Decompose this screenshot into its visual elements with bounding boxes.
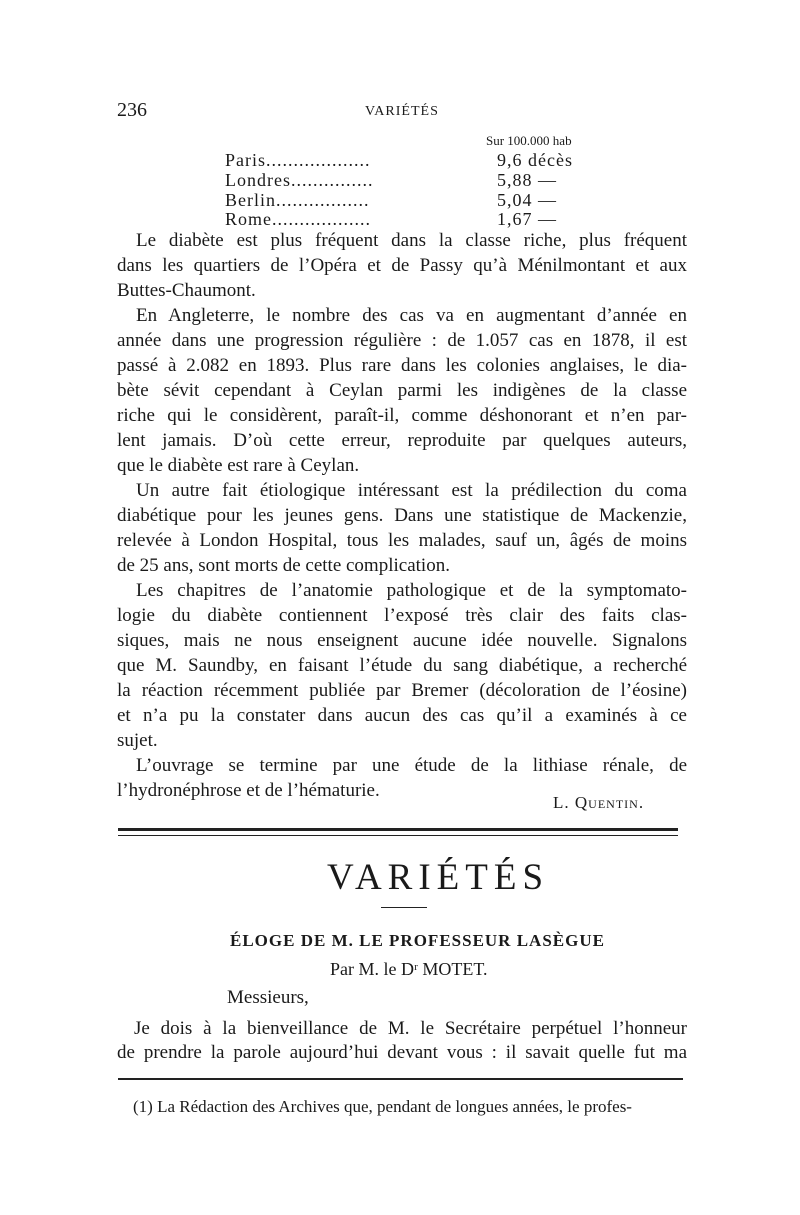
stats-dots: ............... xyxy=(290,170,374,190)
stats-value: 5,88 — xyxy=(497,170,557,190)
footnote: (1) La Rédaction des Archives que, pendant de longues années, le profes- xyxy=(133,1097,632,1116)
stats-city: Rome xyxy=(225,209,272,229)
section-rule-top xyxy=(118,828,678,831)
stats-city: Berlin xyxy=(225,190,276,210)
text-line: l’hydronéphrose et de l’hématurie. xyxy=(117,780,380,801)
text-line: année dans une progression régulière : de 1.057 cas en 1878, il est xyxy=(117,330,687,351)
text-line: Un autre fait étiologique intéressant est la prédilection du coma xyxy=(136,480,687,501)
text-line: dans les quartiers de l’Opéra et de Passy qu’à Ménilmontant et aux xyxy=(117,255,687,276)
footnote-rule xyxy=(118,1078,683,1080)
stats-row-berlin xyxy=(225,190,370,211)
stats-city: Londres xyxy=(225,170,291,190)
section-subtitle: ÉLOGE DE M. LE PROFESSEUR LASÈGUE xyxy=(230,931,605,950)
section-byline: Par M. le Dʳ MOTET. xyxy=(330,959,488,979)
section-rule-bottom xyxy=(118,835,678,836)
text-line: que M. Saundby, en faisant l’étude du sang diabétique, a recherché xyxy=(117,655,687,676)
text-line: logie du diabète contiennent l’exposé très clair des faits clas- xyxy=(117,605,687,626)
text-line: la réaction récemment publiée par Bremer (décoloration de l’éosine) xyxy=(117,680,687,701)
stats-row-rome xyxy=(225,209,371,230)
text-line: Buttes-Chaumont. xyxy=(117,280,256,301)
stats-value: 1,67 — xyxy=(497,209,557,229)
section-title: VARIÉTÉS xyxy=(327,857,550,898)
signature: L. Quentin. xyxy=(553,793,645,812)
salutation: Messieurs, xyxy=(227,987,309,1008)
running-title: VARIÉTÉS xyxy=(365,104,439,119)
text-line: passé à 2.082 en 1893. Plus rare dans les colonies anglaises, le dia- xyxy=(117,355,687,376)
stats-value: 9,6 décès xyxy=(497,150,573,170)
speech-line: Je dois à la bienveillance de M. le Secrétaire perpétuel l’honneur xyxy=(134,1018,687,1039)
stats-row-londres xyxy=(225,170,373,191)
stats-row-paris xyxy=(225,150,371,171)
text-line: diabétique pour les jeunes gens. Dans une statistique de Mackenzie, xyxy=(117,505,687,526)
text-line: de 25 ans, sont morts de cette complication. xyxy=(117,555,450,576)
stats-value: 5,04 — xyxy=(497,190,557,210)
stats-dots: ................... xyxy=(266,150,371,170)
text-line: que le diabète est rare à Ceylan. xyxy=(117,455,360,476)
text-line: sujet. xyxy=(117,730,158,751)
speech-line: de prendre la parole aujourd’hui devant vous : il savait quelle fut ma xyxy=(117,1042,687,1063)
page-number: 236 xyxy=(117,99,147,121)
text-line: relevée à London Hospital, tous les malades, sauf un, âgés de moins xyxy=(117,530,687,551)
title-underline xyxy=(381,907,427,908)
stats-unit: Sur 100.000 hab xyxy=(486,133,572,148)
text-line: et n’a pu la constater dans aucun des cas qu’il a examinés à ce xyxy=(117,705,687,726)
stats-dots: ................. xyxy=(276,190,370,210)
text-line: Le diabète est plus fréquent dans la classe riche, plus fréquent xyxy=(136,230,687,251)
text-line: siques, mais ne nous enseignent aucune idée nouvelle. Signalons xyxy=(117,630,687,651)
text-line: L’ouvrage se termine par une étude de la lithiase rénale, de xyxy=(136,755,687,776)
text-line: bète sévit cependant à Ceylan parmi les indigènes de la classe xyxy=(117,380,687,401)
text-line: En Angleterre, le nombre des cas va en augmentant d’année en xyxy=(136,305,687,326)
text-line: lent jamais. D’où cette erreur, reproduite par quelques auteurs, xyxy=(117,430,687,451)
text-line: Les chapitres de l’anatomie pathologique et de la symptomato- xyxy=(136,580,687,601)
stats-dots: .................. xyxy=(272,209,371,229)
stats-city: Paris xyxy=(225,150,266,170)
text-line: riche qui le considèrent, paraît-il, comme déshonorant et n’en par- xyxy=(117,405,687,426)
